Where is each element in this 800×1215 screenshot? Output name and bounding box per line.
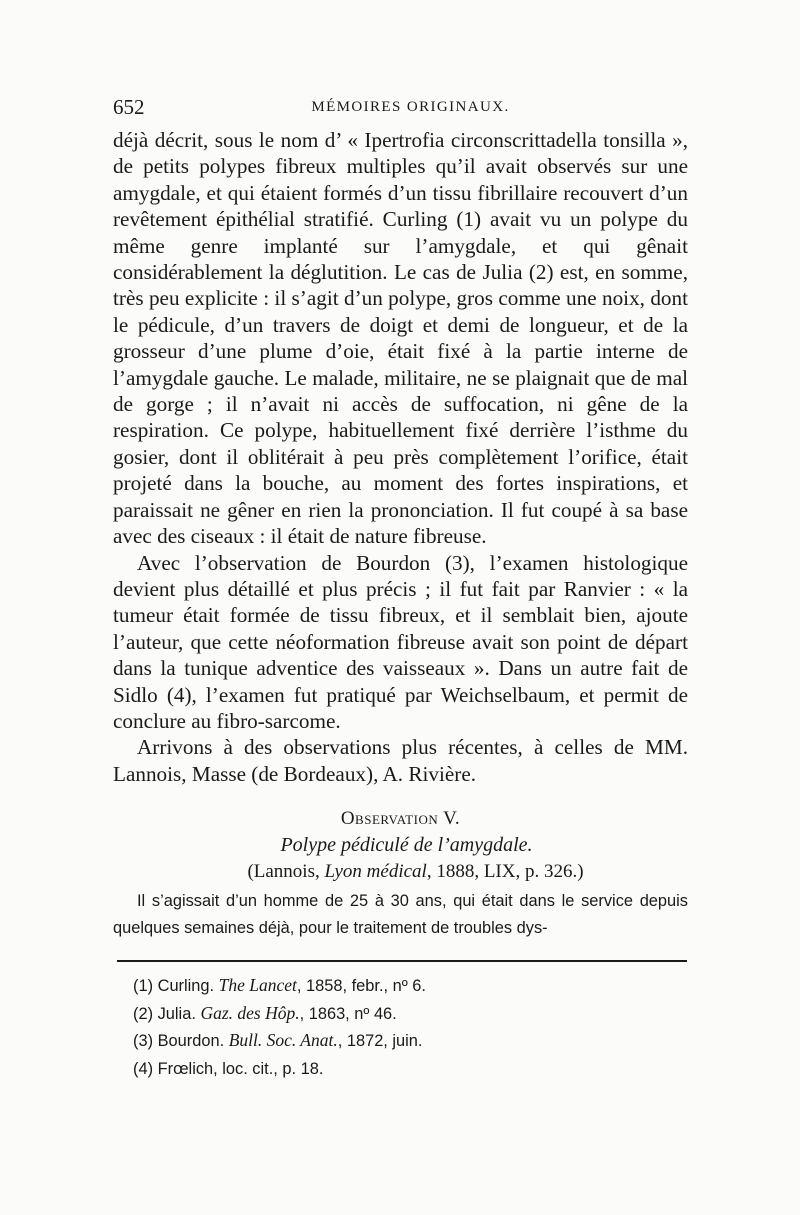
page-header	[113, 95, 688, 127]
main-text	[113, 127, 688, 787]
footnotes	[113, 972, 688, 1082]
page	[113, 95, 688, 1082]
footnote: (1) Curling. The Lancet, 1858, febr., nº 6.	[133, 975, 426, 996]
footnote-divider	[117, 960, 687, 962]
observation-title: Polype pédiculé de l’amygdale.	[280, 834, 533, 857]
paragraph: Avec l’observation de Bourdon (3), l’examen histologique devient plus détaillé et plus précis ; il fut fait par Ranvier : « la tumeur était formée de tissu fibreux, et il semblait bien, ajoute l’auteur, que cette néoformation fibreuse avait son point de départ dans la tunique adventice des vaisseaux ». Dans un autre fait de Sidlo (4), l’examen fut pratiqué par Weichselbaum, et permit de conclure au fibro-sarcome.	[113, 550, 688, 733]
footnote: (2) Julia. Gaz. des Hôp., 1863, nº 46.	[133, 1002, 397, 1023]
footnote: (4) Frœlich, loc. cit., p. 18.	[133, 1059, 324, 1078]
observation-reference: (Lannois, Lyon médical, 1888, LIX, p. 326.)	[247, 861, 584, 883]
footnote: (3) Bourdon. Bull. Soc. Anat., 1872, juin.	[133, 1030, 423, 1051]
running-title: MÉMOIRES ORIGINAUX.	[311, 99, 510, 115]
observation-heading: Observation V.	[340, 808, 461, 830]
page-number: 652	[113, 95, 145, 119]
paragraph: Arrivons à des observations plus récentes, à celles de MM. Lannois, Masse (de Bordeaux), A. Rivière.	[113, 735, 688, 786]
observation-text: Il s’agissait d’un homme de 25 à 30 ans, qui était dans le service depuis quelques semaines déjà, pour le traitement de troubles dys-	[113, 892, 688, 938]
paragraph: déjà décrit, sous le nom d’ « Ipertrofia circonscrittadella tonsilla », de petits polypes fibreux multiples qu’il avait observés sur une amygdale, et qui étaient formés d’un tissu fibrillaire recouvert d’un revêtement épithélial stratifié. Curling (1) avait vu un polype du même genre implanté sur l’amygdale, et qui gênait considérablement la déglutition. Le cas de Julia (2) est, en somme, très peu explicite : il s’agit d’un polype, gros comme une noix, dont le pédicule, d’un travers de doigt et demi de longueur, et de la grosseur d’une plume d’oie, était fixé à la partie interne de l’amygdale gauche. Le malade, militaire, ne se plaignait que de mal de gorge ; il n’avait ni accès de suffocation, ni gêne de la respiration. Ce polype, habituellement fixé derrière l’isthme du gosier, dont il oblitérait à peu près complètement l’orifice, était projeté dans la bouche, au moment des fortes inspirations, et paraissait ne gêner en rien la prononciation. Il fut coupé à sa base avec des ciseaux : il était de nature fibreuse.	[113, 128, 688, 549]
